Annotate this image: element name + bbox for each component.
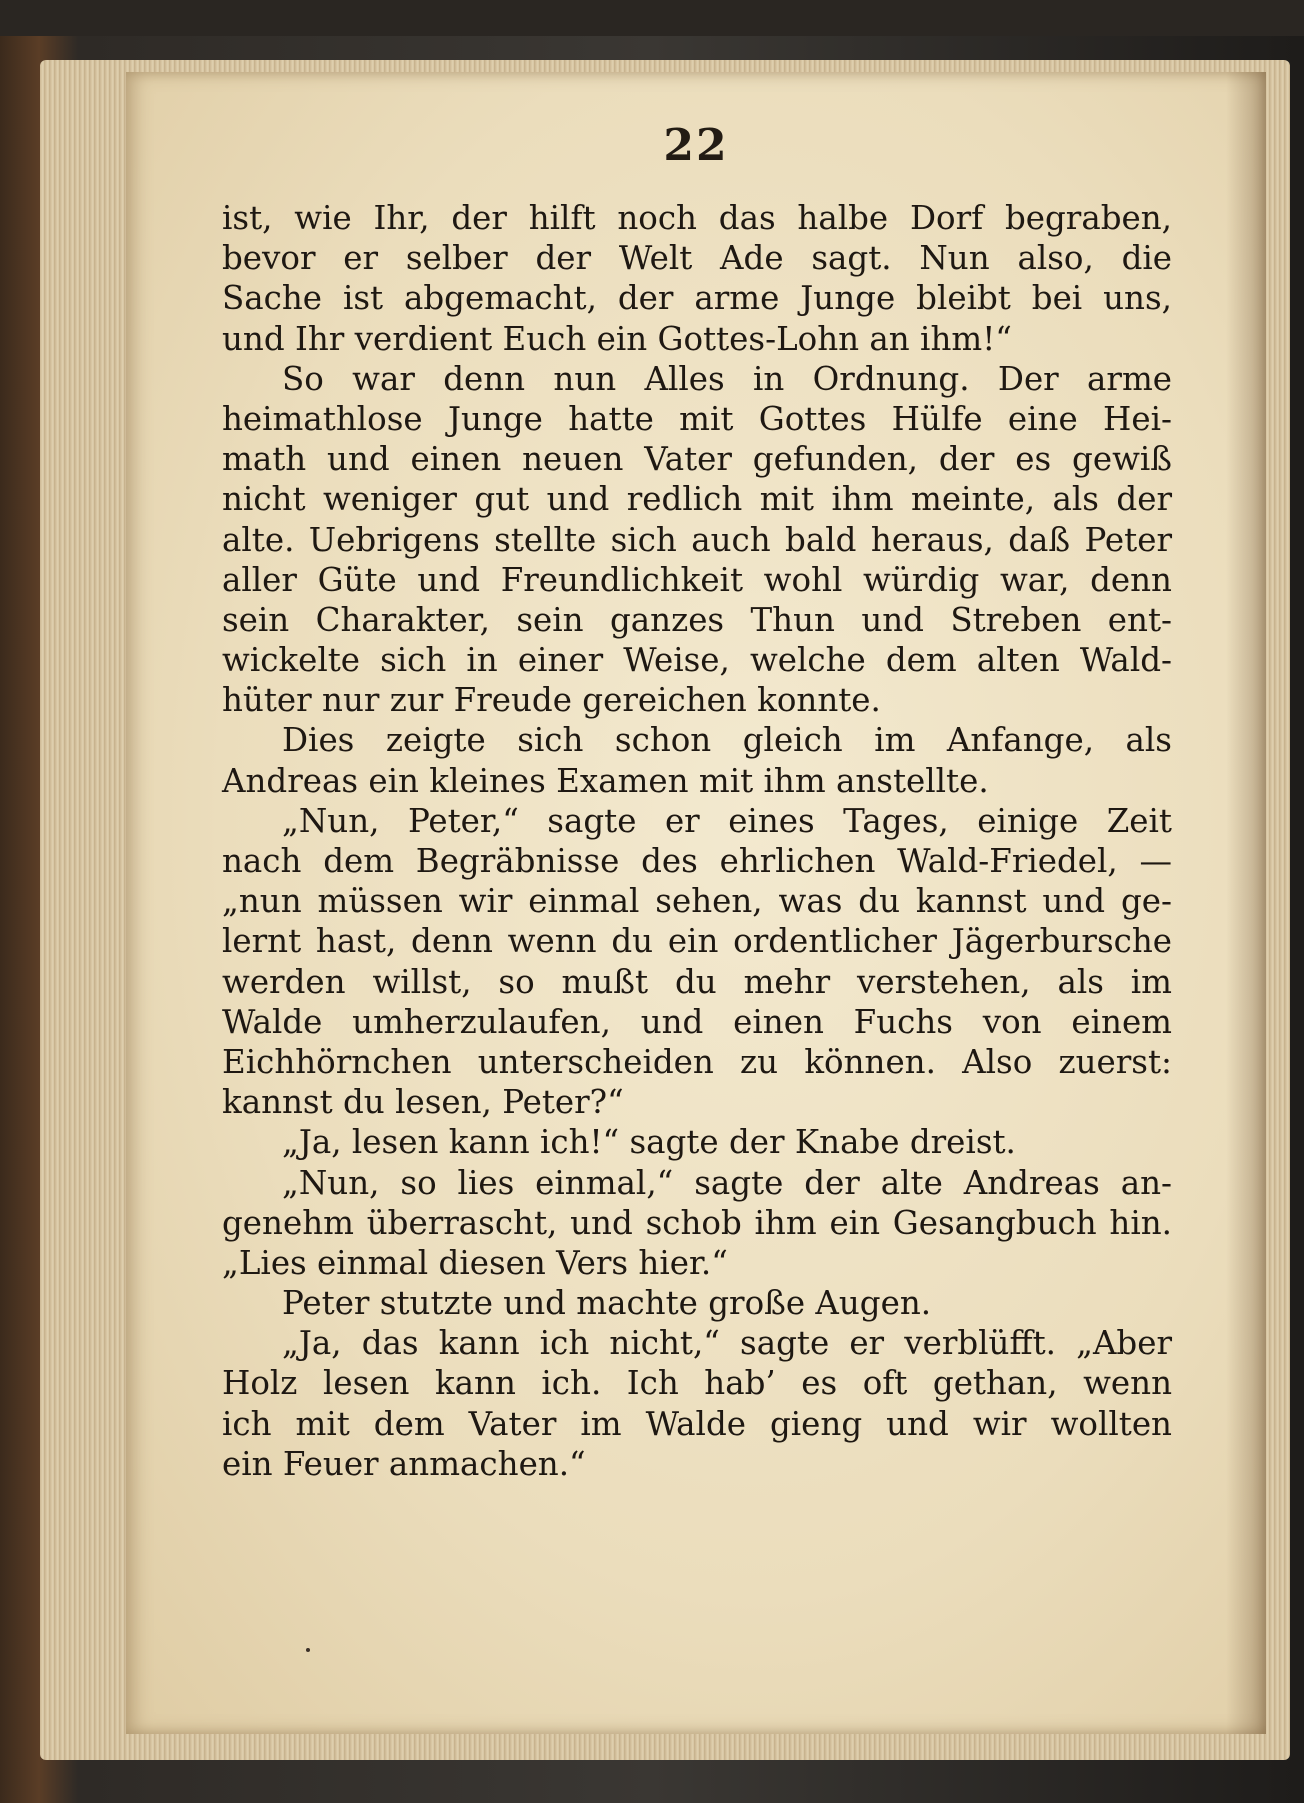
text-line: Holz lesen kann ich. Ich hab’ es oft gethan, wenn bbox=[222, 1364, 1172, 1403]
text-line: bevor er selber der Welt Ade sagt. Nun also, die bbox=[222, 239, 1172, 278]
text-line: kannst du lesen, Peter?“ bbox=[222, 1083, 624, 1122]
page-text bbox=[222, 198, 1172, 1484]
text-line: ist, wie Ihr, der hilft noch das halbe Dorf begraben, bbox=[222, 199, 1172, 237]
text-line: ich mit dem Vater im Walde gieng und wir wollten bbox=[222, 1404, 1172, 1443]
text-line: wickelte sich in einer Weise, welche dem alten Wald- bbox=[222, 641, 1172, 680]
ink-speck bbox=[306, 1648, 310, 1652]
text-line: werden willst, so mußt du mehr verstehen, als im bbox=[222, 962, 1172, 1001]
text-line: hüter nur zur Freude gereichen konnte. bbox=[222, 681, 881, 720]
text-line: Dies zeigte sich schon gleich im Anfange, als bbox=[282, 721, 1172, 760]
text-line: Andreas ein kleines Examen mit ihm anstellte. bbox=[222, 761, 989, 800]
text-line: So war denn nun Alles in Ordnung. Der arme bbox=[282, 359, 1172, 398]
book-page bbox=[126, 72, 1266, 1734]
text-line: nicht weniger gut und redlich mit ihm meinte, als der bbox=[222, 480, 1172, 519]
text-line: Walde umherzulaufen, und einen Fuchs von einem bbox=[222, 1002, 1172, 1041]
text-line: aller Güte und Freundlichkeit wohl würdig war, denn bbox=[222, 560, 1172, 599]
text-line: Peter stutzte und machte große Augen. bbox=[282, 1284, 932, 1323]
text-line: Eichhörnchen unterscheiden zu können. Also zuerst: bbox=[222, 1042, 1172, 1081]
text-line: ein Feuer anmachen.“ bbox=[222, 1444, 586, 1483]
text-line: „Nun, so lies einmal,“ sagte der alte Andreas an- bbox=[282, 1163, 1172, 1202]
text-line: genehm überrascht, und schob ihm ein Gesangbuch hin. bbox=[222, 1203, 1172, 1242]
text-line: Sache ist abgemacht, der arme Junge bleibt bei uns, bbox=[222, 279, 1172, 318]
text-line: alte. Uebrigens stellte sich auch bald heraus, daß Peter bbox=[222, 520, 1172, 559]
text-line: heimathlose Junge hatte mit Gottes Hülfe eine Hei- bbox=[222, 399, 1172, 438]
text-line: „Ja, das kann ich nicht,“ sagte er verblüfft. „Aber bbox=[282, 1324, 1172, 1363]
text-line: nach dem Begräbnisse des ehrlichen Wald-Friedel, — bbox=[222, 842, 1172, 880]
page-number: 22 bbox=[663, 120, 729, 171]
text-line: „Nun, Peter,“ sagte er eines Tages, einige Zeit bbox=[282, 801, 1172, 840]
text-line: „Lies einmal diesen Vers hier.“ bbox=[222, 1243, 728, 1282]
text-line: math und einen neuen Vater gefunden, der es gewiß bbox=[222, 440, 1172, 479]
text-line: „Ja, lesen kann ich!“ sagte der Knabe dreist. bbox=[282, 1123, 1016, 1162]
text-line: „nun müssen wir einmal sehen, was du kannst und ge- bbox=[222, 882, 1172, 921]
text-line: lernt hast, denn wenn du ein ordentlicher Jägerbursche bbox=[222, 922, 1172, 961]
text-line: sein Charakter, sein ganzes Thun und Streben ent- bbox=[222, 600, 1172, 639]
spine-shadow bbox=[1226, 72, 1266, 1734]
text-line: und Ihr verdient Euch ein Gottes-Lohn an ihm!“ bbox=[222, 319, 1012, 358]
